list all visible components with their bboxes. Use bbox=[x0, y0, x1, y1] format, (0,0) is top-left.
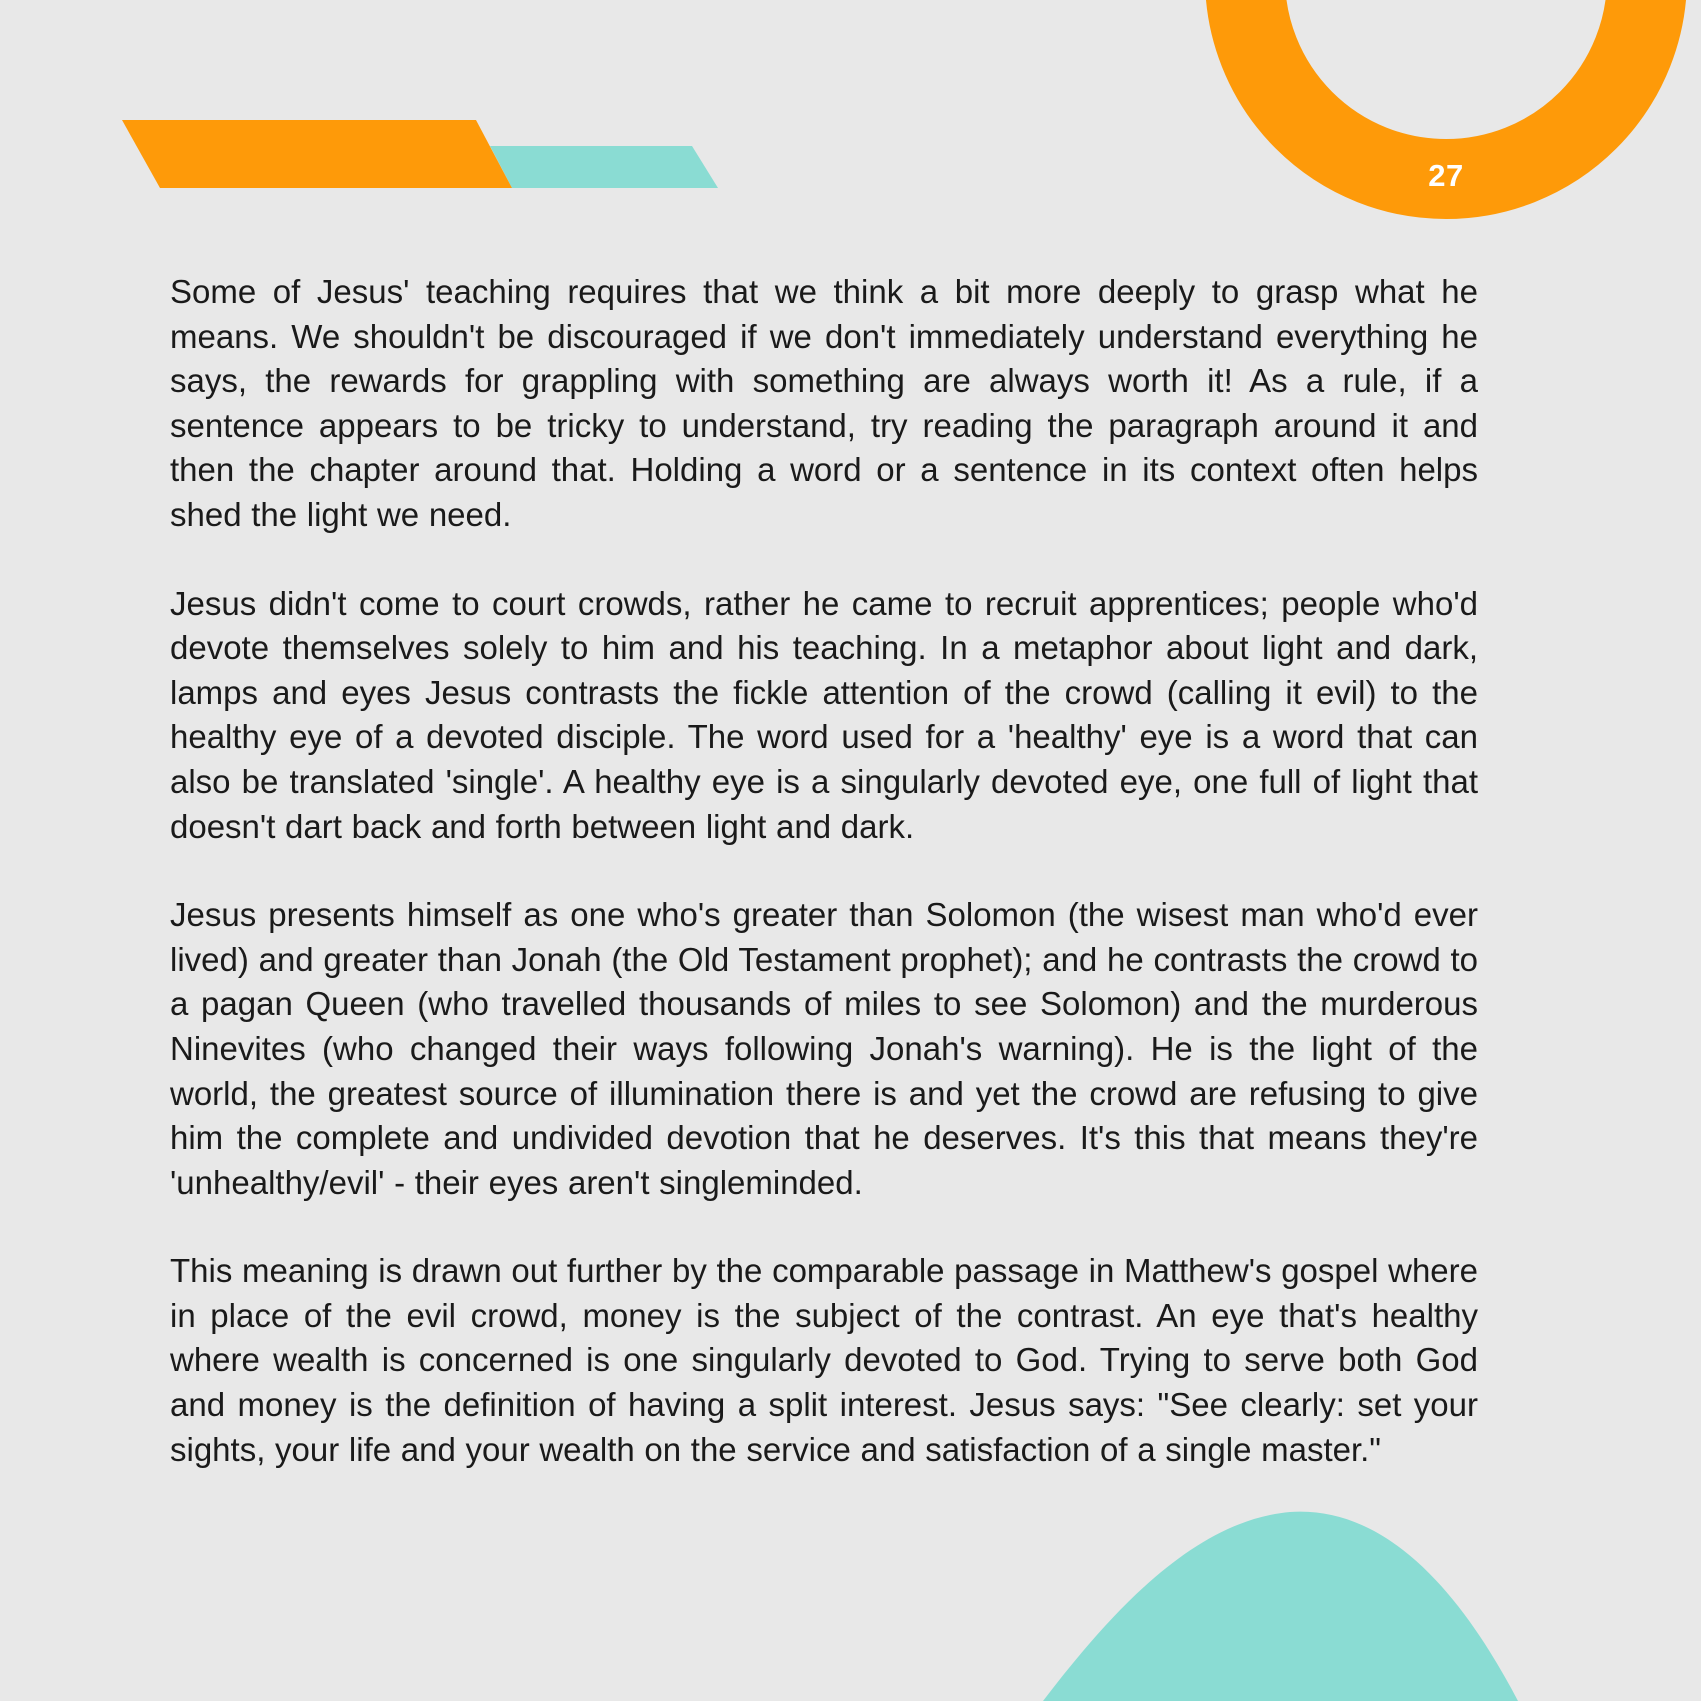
orange-stripe-shape bbox=[122, 120, 512, 188]
paragraph: Jesus didn't come to court crowds, rather he came to recruit apprentices; people who'd devote themselves solely to him and his teaching. In a metaphor about light and dark, lamps and eyes Jesus contrasts the fickle attention of the crowd (calling it evil) to the healthy eye of a devoted disciple. The word used for a 'healthy' eye is a word that can also be translated 'single'. A healthy eye is a singularly devoted eye, one full of light that doesn't dart back and forth between light and dark. bbox=[170, 584, 1478, 845]
teal-stripe-shape bbox=[490, 146, 718, 188]
paragraph: Jesus presents himself as one who's greater than Solomon (the wisest man who'd ever lived) and greater than Jonah (the Old Testament prophet); and he contrasts the crowd to a pagan Queen (who travelled thousands of miles to see Solomon) and the murderous Ninevites (who changed their ways following Jonah's warning). He is the light of the world, the greatest source of illumination there is and yet the crowd are refusing to give him the complete and undivided devotion that he deserves. It's this that means they're 'unhealthy/evil' - their eyes aren't singleminded. bbox=[170, 896, 1478, 1201]
orange-ring-shape bbox=[1245, 0, 1647, 179]
page-number: 27 bbox=[1428, 158, 1464, 193]
paragraph: This meaning is drawn out further by the comparable passage in Matthew's gospel where in place of the evil crowd, money is the subject of the contrast. An eye that's healthy where wealth is concerned is one singularly devoted to God. Trying to serve both God and money is the definition of having a split interest. Jesus says: "See clearly: set your sights, your life and your wealth on the service and satisfaction of a single master." bbox=[170, 1252, 1478, 1468]
body-text bbox=[170, 270, 1478, 1472]
teal-blob-shape bbox=[1043, 1512, 1518, 1701]
paragraph: Some of Jesus' teaching requires that we think a bit more deeply to grasp what he means. We shouldn't be discouraged if we don't immediately understand everything he says, the rewards for grappling with something are always worth it! As a rule, if a sentence appears to be tricky to understand, try reading the paragraph around it and then the chapter around that. Holding a word or a sentence in its context often helps shed the light we need. bbox=[170, 273, 1478, 533]
